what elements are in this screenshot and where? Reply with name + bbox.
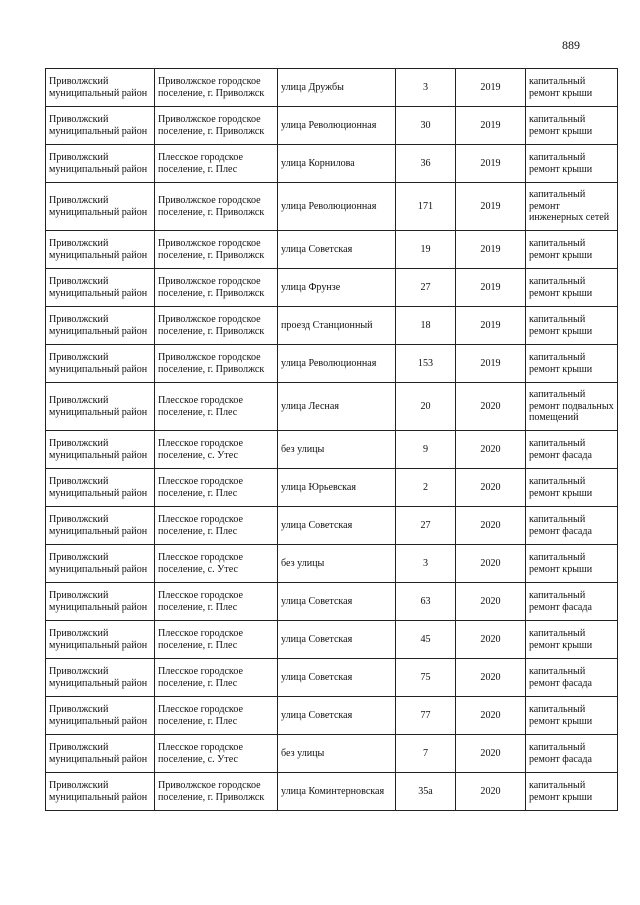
work-type-cell: капитальный ремонт фасада [526, 507, 618, 545]
district-cell: Приволжский муниципальный район [46, 469, 155, 507]
street-cell: улица Лесная [278, 383, 396, 431]
settlement-cell: Приволжское городское поселение, г. Приволжск [155, 231, 278, 269]
table-row [46, 145, 618, 183]
house-number-cell: 18 [396, 307, 456, 345]
settlement-cell: Плесское городское поселение, г. Плес [155, 383, 278, 431]
table-row [46, 659, 618, 697]
settlement-cell: Плесское городское поселение, г. Плес [155, 507, 278, 545]
settlement-cell: Плесское городское поселение, г. Плес [155, 583, 278, 621]
year-cell: 2020 [456, 621, 526, 659]
house-number-cell: 3 [396, 545, 456, 583]
district-cell: Приволжский муниципальный район [46, 583, 155, 621]
district-cell: Приволжский муниципальный район [46, 307, 155, 345]
settlement-cell: Приволжское городское поселение, г. Приволжск [155, 307, 278, 345]
settlement-cell: Плесское городское поселение, г. Плес [155, 697, 278, 735]
district-cell: Приволжский муниципальный район [46, 345, 155, 383]
house-number-cell: 19 [396, 231, 456, 269]
year-cell: 2020 [456, 545, 526, 583]
street-cell: улица Дружбы [278, 69, 396, 107]
table-row [46, 697, 618, 735]
registry-table [45, 68, 618, 811]
house-number-cell: 63 [396, 583, 456, 621]
table-row [46, 307, 618, 345]
district-cell: Приволжский муниципальный район [46, 773, 155, 811]
house-number-cell: 153 [396, 345, 456, 383]
table-row [46, 231, 618, 269]
settlement-cell: Плесское городское поселение, с. Утес [155, 431, 278, 469]
work-type-cell: капитальный ремонт фасада [526, 735, 618, 773]
work-type-cell: капитальный ремонт крыши [526, 231, 618, 269]
settlement-cell: Приволжское городское поселение, г. Приволжск [155, 69, 278, 107]
house-number-cell: 2 [396, 469, 456, 507]
table-row [46, 269, 618, 307]
street-cell: улица Советская [278, 697, 396, 735]
street-cell: улица Корнилова [278, 145, 396, 183]
street-cell: улица Советская [278, 231, 396, 269]
district-cell: Приволжский муниципальный район [46, 383, 155, 431]
table-row [46, 545, 618, 583]
settlement-cell: Плесское городское поселение, с. Утес [155, 735, 278, 773]
house-number-cell: 75 [396, 659, 456, 697]
work-type-cell: капитальный ремонт крыши [526, 107, 618, 145]
house-number-cell: 45 [396, 621, 456, 659]
year-cell: 2020 [456, 583, 526, 621]
work-type-cell: капитальный ремонт крыши [526, 621, 618, 659]
table-row [46, 431, 618, 469]
street-cell: улица Революционная [278, 107, 396, 145]
district-cell: Приволжский муниципальный район [46, 697, 155, 735]
year-cell: 2020 [456, 431, 526, 469]
year-cell: 2019 [456, 107, 526, 145]
district-cell: Приволжский муниципальный район [46, 69, 155, 107]
street-cell: улица Советская [278, 583, 396, 621]
work-type-cell: капитальный ремонт фасада [526, 659, 618, 697]
year-cell: 2020 [456, 773, 526, 811]
settlement-cell: Приволжское городское поселение, г. Приволжск [155, 269, 278, 307]
settlement-cell: Приволжское городское поселение, г. Приволжск [155, 107, 278, 145]
settlement-cell: Плесское городское поселение, г. Плес [155, 621, 278, 659]
street-cell: без улицы [278, 545, 396, 583]
year-cell: 2020 [456, 383, 526, 431]
work-type-cell: капитальный ремонт инженерных сетей [526, 183, 618, 231]
work-type-cell: капитальный ремонт крыши [526, 69, 618, 107]
house-number-cell: 77 [396, 697, 456, 735]
table-row [46, 383, 618, 431]
year-cell: 2020 [456, 697, 526, 735]
street-cell: улица Юрьевская [278, 469, 396, 507]
house-number-cell: 20 [396, 383, 456, 431]
district-cell: Приволжский муниципальный район [46, 231, 155, 269]
year-cell: 2020 [456, 507, 526, 545]
district-cell: Приволжский муниципальный район [46, 431, 155, 469]
work-type-cell: капитальный ремонт крыши [526, 469, 618, 507]
street-cell: улица Фрунзе [278, 269, 396, 307]
work-type-cell: капитальный ремонт фасада [526, 583, 618, 621]
district-cell: Приволжский муниципальный район [46, 735, 155, 773]
house-number-cell: 9 [396, 431, 456, 469]
settlement-cell: Плесское городское поселение, с. Утес [155, 545, 278, 583]
work-type-cell: капитальный ремонт подвальных помещений [526, 383, 618, 431]
work-type-cell: капитальный ремонт крыши [526, 307, 618, 345]
table-row [46, 621, 618, 659]
table-row [46, 107, 618, 145]
street-cell: улица Коминтерновская [278, 773, 396, 811]
year-cell: 2020 [456, 469, 526, 507]
table-row [46, 183, 618, 231]
street-cell: без улицы [278, 431, 396, 469]
registry-table-body [46, 69, 618, 811]
work-type-cell: капитальный ремонт фасада [526, 431, 618, 469]
settlement-cell: Приволжское городское поселение, г. Приволжск [155, 773, 278, 811]
settlement-cell: Плесское городское поселение, г. Плес [155, 145, 278, 183]
year-cell: 2019 [456, 183, 526, 231]
work-type-cell: капитальный ремонт крыши [526, 345, 618, 383]
table-row [46, 583, 618, 621]
district-cell: Приволжский муниципальный район [46, 659, 155, 697]
settlement-cell: Плесское городское поселение, г. Плес [155, 659, 278, 697]
district-cell: Приволжский муниципальный район [46, 621, 155, 659]
year-cell: 2019 [456, 231, 526, 269]
table-row [46, 345, 618, 383]
street-cell: улица Революционная [278, 183, 396, 231]
table-row [46, 773, 618, 811]
work-type-cell: капитальный ремонт крыши [526, 545, 618, 583]
house-number-cell: 36 [396, 145, 456, 183]
table-row [46, 69, 618, 107]
district-cell: Приволжский муниципальный район [46, 507, 155, 545]
street-cell: улица Советская [278, 507, 396, 545]
year-cell: 2020 [456, 735, 526, 773]
work-type-cell: капитальный ремонт крыши [526, 773, 618, 811]
year-cell: 2019 [456, 307, 526, 345]
year-cell: 2019 [456, 69, 526, 107]
work-type-cell: капитальный ремонт крыши [526, 269, 618, 307]
house-number-cell: 171 [396, 183, 456, 231]
house-number-cell: 7 [396, 735, 456, 773]
street-cell: проезд Станционный [278, 307, 396, 345]
year-cell: 2019 [456, 345, 526, 383]
district-cell: Приволжский муниципальный район [46, 545, 155, 583]
year-cell: 2019 [456, 145, 526, 183]
year-cell: 2019 [456, 269, 526, 307]
street-cell: улица Революционная [278, 345, 396, 383]
year-cell: 2020 [456, 659, 526, 697]
house-number-cell: 3 [396, 69, 456, 107]
house-number-cell: 30 [396, 107, 456, 145]
page-number: 889 [562, 38, 580, 52]
table-row [46, 735, 618, 773]
district-cell: Приволжский муниципальный район [46, 269, 155, 307]
house-number-cell: 27 [396, 507, 456, 545]
table-row [46, 507, 618, 545]
settlement-cell: Приволжское городское поселение, г. Приволжск [155, 183, 278, 231]
street-cell: улица Советская [278, 659, 396, 697]
house-number-cell: 35а [396, 773, 456, 811]
house-number-cell: 27 [396, 269, 456, 307]
street-cell: без улицы [278, 735, 396, 773]
district-cell: Приволжский муниципальный район [46, 107, 155, 145]
table-row [46, 469, 618, 507]
district-cell: Приволжский муниципальный район [46, 183, 155, 231]
district-cell: Приволжский муниципальный район [46, 145, 155, 183]
settlement-cell: Плесское городское поселение, г. Плес [155, 469, 278, 507]
work-type-cell: капитальный ремонт крыши [526, 145, 618, 183]
settlement-cell: Приволжское городское поселение, г. Приволжск [155, 345, 278, 383]
work-type-cell: капитальный ремонт крыши [526, 697, 618, 735]
street-cell: улица Советская [278, 621, 396, 659]
